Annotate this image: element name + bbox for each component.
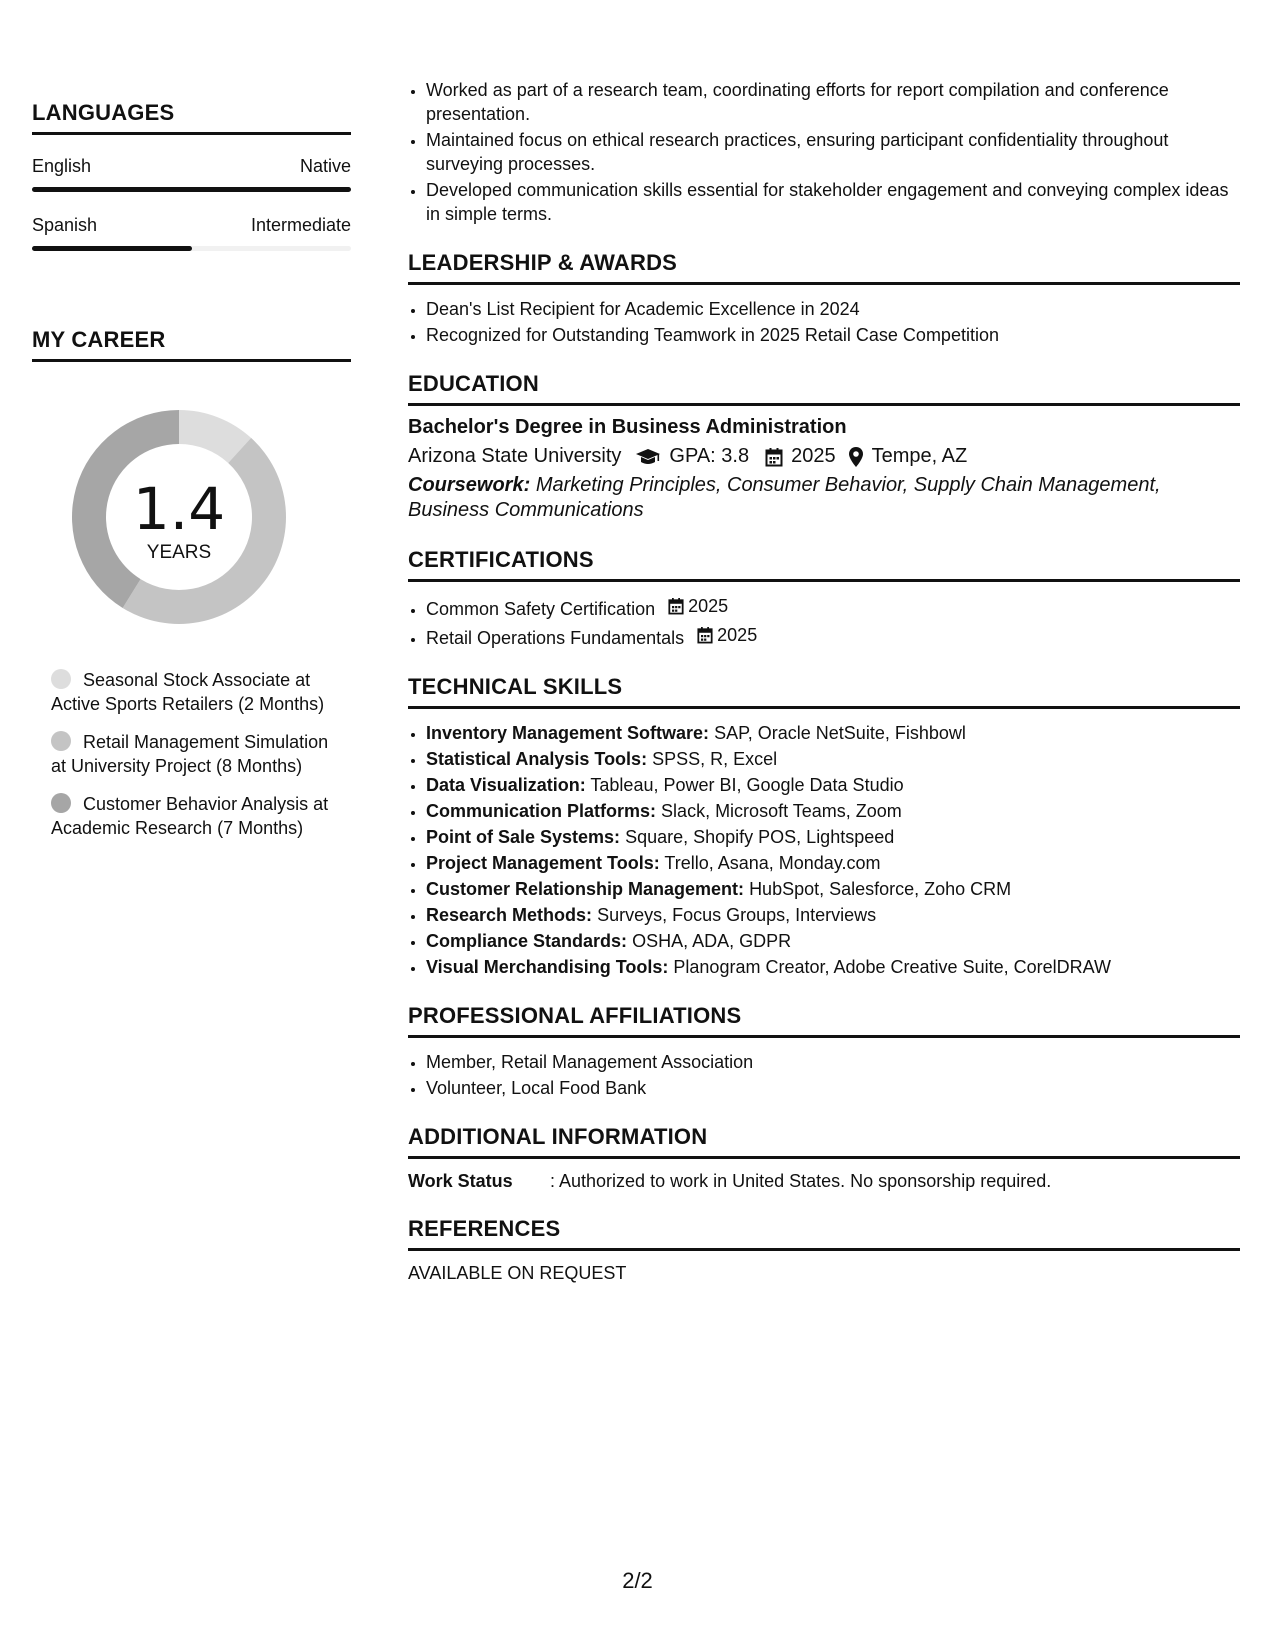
- skill-value: Square, Shopify POS, Lightspeed: [625, 827, 895, 847]
- certification-name: Common Safety Certification: [426, 599, 656, 619]
- skill-label: Inventory Management Software:: [426, 723, 710, 743]
- graduation-cap-icon: [635, 447, 661, 467]
- certification-year: 2025: [688, 596, 729, 616]
- language-level: Intermediate: [250, 215, 351, 235]
- affiliations-section: [408, 1003, 1240, 1100]
- coursework-list: Marketing Principles, Consumer Behavior, Supply Chain Management, Business Communications: [408, 474, 1161, 521]
- legend-dot: [51, 731, 71, 751]
- education-degree: Bachelor's Degree in Business Administration: [408, 416, 847, 438]
- list-item: • Member, Retail Management Association: [426, 1050, 1240, 1074]
- leadership-heading: LEADERSHIP & AWARDS: [408, 250, 1240, 285]
- skill-label: Statistical Analysis Tools:: [426, 749, 648, 769]
- certification-name: Retail Operations Fundamentals: [426, 628, 685, 648]
- skill-label: Communication Platforms:: [426, 801, 657, 821]
- list-item: • Maintained focus on ethical research practices, ensuring participant confidentiality throughout surveying processes.: [426, 128, 1240, 176]
- skills-heading: TECHNICAL SKILLS: [408, 674, 1240, 709]
- skill-value: Slack, Microsoft Teams, Zoom: [661, 801, 902, 821]
- legend-label: Seasonal Stock Associate at Active Sports Retailers (2 Months): [51, 670, 325, 714]
- list-item: [426, 825, 1240, 849]
- list-item: [426, 773, 1240, 797]
- career-legend-item: [51, 668, 341, 716]
- language-proficiency-fill: [32, 246, 192, 251]
- skills-list: [408, 721, 1240, 979]
- work-status-label: Work Status: [408, 1171, 513, 1191]
- legend-label: Customer Behavior Analysis at Academic Research (7 Months): [51, 794, 329, 838]
- skill-label: Point of Sale Systems:: [426, 827, 621, 847]
- career-total-value: 1.4: [132, 475, 226, 543]
- skill-value: Planogram Creator, Adobe Creative Suite, CorelDRAW: [673, 957, 1111, 977]
- page-number: 2/2: [622, 1568, 653, 1593]
- calendar-icon: [697, 626, 713, 644]
- skill-label: Customer Relationship Management:: [426, 879, 745, 899]
- language-proficiency-fill: [32, 187, 351, 192]
- certifications-heading: CERTIFICATIONS: [408, 547, 1240, 582]
- skill-value: SPSS, R, Excel: [652, 749, 778, 769]
- skill-label: Visual Merchandising Tools:: [426, 957, 669, 977]
- list-item: • Recognized for Outstanding Teamwork in 2025 Retail Case Competition: [426, 323, 1240, 347]
- list-item: • Volunteer, Local Food Bank: [426, 1076, 1240, 1100]
- list-item: [426, 721, 1240, 745]
- calendar-icon: [668, 597, 684, 615]
- education-meta: [408, 445, 1240, 468]
- education-year: 2025: [791, 445, 836, 467]
- list-item: [426, 594, 1240, 621]
- list-item: [426, 903, 1240, 927]
- references-text: AVAILABLE ON REQUEST: [408, 1263, 627, 1283]
- career-legend-item: [51, 792, 341, 840]
- skill-value: Tableau, Power BI, Google Data Studio: [590, 775, 904, 795]
- legend-label: Retail Management Simulation at University Project (8 Months): [51, 732, 329, 776]
- additional-info-section: [408, 1124, 1240, 1192]
- career-donut-chart: [64, 402, 294, 632]
- career-legend: [51, 668, 341, 840]
- experience-bullets: [408, 78, 1240, 226]
- list-item: [426, 955, 1240, 979]
- skill-value: OSHA, ADA, GDPR: [632, 931, 792, 951]
- language-proficiency-bar: [32, 246, 351, 251]
- additional-info-heading: ADDITIONAL INFORMATION: [408, 1124, 1240, 1159]
- skill-value: HubSpot, Salesforce, Zoho CRM: [749, 879, 1012, 899]
- list-item: [426, 929, 1240, 953]
- list-item: • Dean's List Recipient for Academic Excellence in 2024: [426, 297, 1240, 321]
- education-section: [408, 371, 1240, 523]
- coursework-label: Coursework:: [408, 474, 531, 496]
- calendar-icon: [765, 447, 783, 467]
- work-status-value: : Authorized to work in United States. No sponsorship required.: [550, 1171, 1052, 1191]
- list-item: [426, 799, 1240, 823]
- skill-label: Research Methods:: [426, 905, 593, 925]
- map-pin-icon: [848, 446, 864, 468]
- skill-label: Project Management Tools:: [426, 853, 660, 873]
- skill-value: Surveys, Focus Groups, Interviews: [597, 905, 877, 925]
- list-item: • Developed communication skills essential for stakeholder engagement and conveying complex ideas in simple terms.: [426, 178, 1240, 226]
- skill-value: Trello, Asana, Monday.com: [664, 853, 881, 873]
- languages-heading: LANGUAGES: [32, 100, 351, 135]
- career-legend-item: [51, 730, 341, 778]
- career-total-unit: YEARS: [146, 542, 212, 563]
- certification-year: 2025: [717, 625, 758, 645]
- list-item: [426, 623, 1240, 650]
- references-heading: REFERENCES: [408, 1216, 1240, 1251]
- language-item-spanish: [32, 214, 351, 251]
- certifications-section: [408, 547, 1240, 650]
- list-item: • Worked as part of a research team, coordinating efforts for report compilation and conference presentation.: [426, 78, 1240, 126]
- affiliations-heading: PROFESSIONAL AFFILIATIONS: [408, 1003, 1240, 1038]
- skill-label: Data Visualization:: [426, 775, 586, 795]
- legend-dot: [51, 793, 71, 813]
- work-status-row: [408, 1171, 1240, 1192]
- career-heading: MY CAREER: [32, 327, 351, 362]
- list-item: [426, 877, 1240, 901]
- left-column: [32, 100, 351, 854]
- education-school: Arizona State University: [408, 445, 622, 467]
- list-item: [426, 747, 1240, 771]
- language-level: Native: [299, 156, 351, 176]
- right-column: [408, 78, 1240, 1284]
- education-gpa: GPA: 3.8: [669, 445, 750, 467]
- language-item-english: [32, 155, 351, 192]
- list-item: [426, 851, 1240, 875]
- references-section: [408, 1216, 1240, 1284]
- skill-label: Compliance Standards:: [426, 931, 628, 951]
- education-heading: EDUCATION: [408, 371, 1240, 406]
- skills-section: [408, 674, 1240, 979]
- leadership-section: [408, 250, 1240, 347]
- legend-dot: [51, 669, 71, 689]
- language-name: Spanish: [32, 215, 98, 235]
- language-proficiency-bar: [32, 187, 351, 192]
- education-location: Tempe, AZ: [871, 445, 968, 467]
- education-coursework: [408, 473, 1240, 523]
- skill-value: SAP, Oracle NetSuite, Fishbowl: [714, 723, 966, 743]
- language-name: English: [32, 156, 92, 176]
